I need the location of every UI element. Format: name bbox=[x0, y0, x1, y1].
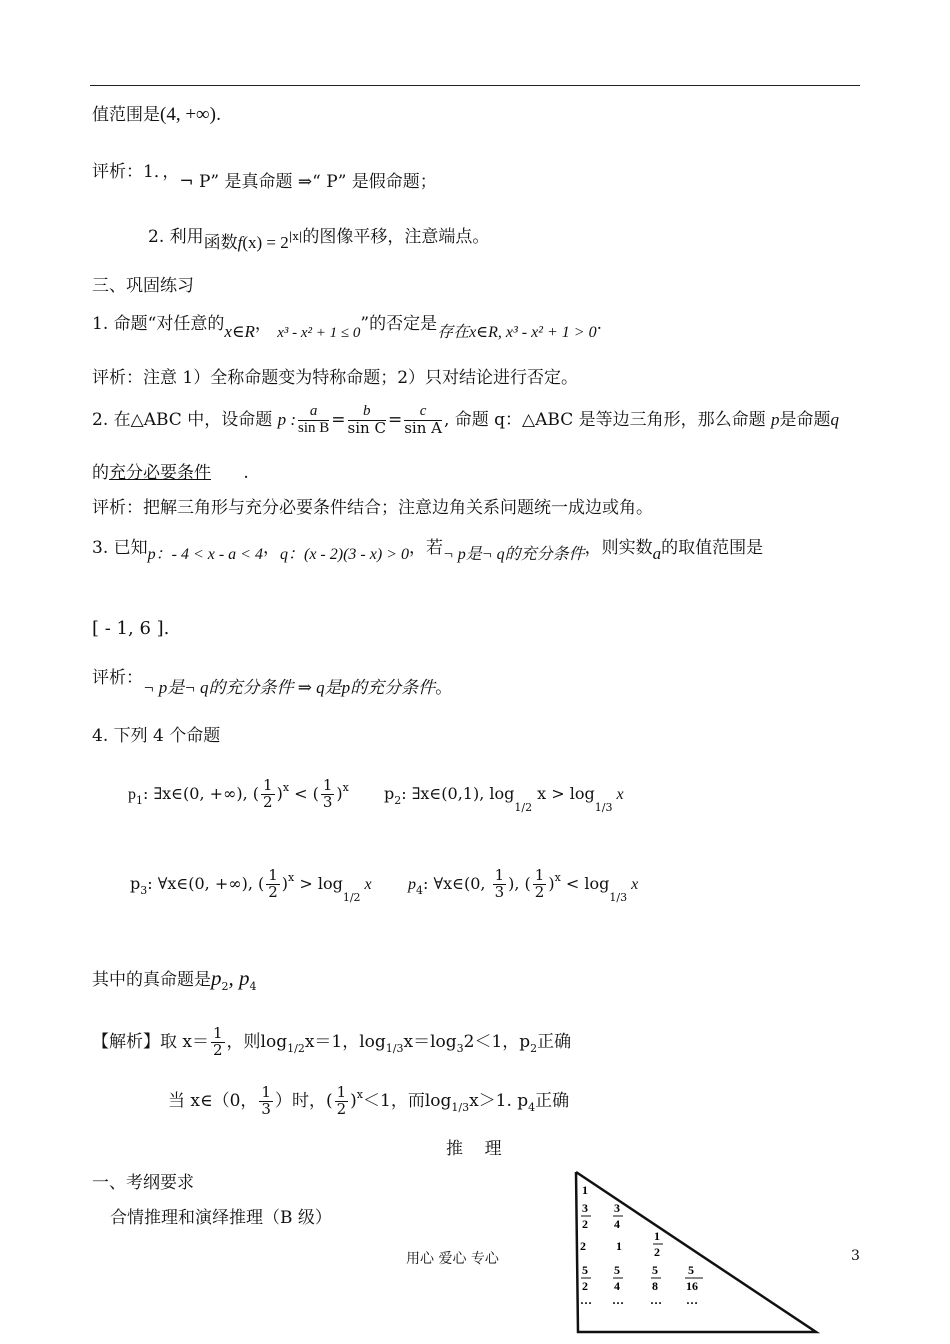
svg-text:2: 2 bbox=[582, 1279, 588, 1293]
analysis-2: 2. 利用函数$f(x) = 2^{|x|}$的图像平移，注意端点。 bbox=[148, 227, 490, 253]
tri-row-3 bbox=[580, 1229, 663, 1259]
footer-motto: 用心 爱心 专心 bbox=[406, 1251, 499, 1267]
question-3-answer: [ - 1, 6 ]. bbox=[92, 618, 170, 639]
svg-text:…: … bbox=[580, 1293, 592, 1307]
svg-text:…: … bbox=[686, 1293, 698, 1307]
range-answer-line: 值范围是(4, +∞). bbox=[92, 104, 222, 125]
tri-cell: 1 bbox=[582, 1183, 588, 1197]
analysis-q1: 评析：注意 1）全称命题变为特称命题；2）只对结论进行否定。 bbox=[92, 368, 579, 388]
analysis-q2: 评析：把解三角形与充分必要条件结合；注意边角关系问题统一成边或角。 bbox=[92, 498, 653, 518]
svg-text:…: … bbox=[650, 1293, 662, 1307]
solution-line-2: 当 x∈（0， $\frac{1}{3}$ ）时，( $\frac{1}{2}$ )$^x$＜1，而$\log_{1/3}x>1$. $p_4$正确 bbox=[168, 1083, 570, 1118]
tri-row-4 bbox=[581, 1263, 703, 1293]
triangle-outline bbox=[576, 1172, 816, 1332]
svg-text:5: 5 bbox=[614, 1263, 620, 1277]
proposition-p1: $p_1$: ∃x∈(0, +∞), ( $\frac{1}{2}$ )$^x$ < ( $\frac{1}{3}$ )$^x$ bbox=[128, 776, 349, 811]
question-2: 2. 在△ABC 中，设命题 p : $\frac{a}{\text{sin B}}$ = $\frac{b}{\text{sin C}}$ = $\frac{c}{\text{sin A}}$ , 命题 q：△ABC 是等边三角形，那么命题 p是命题q bbox=[92, 403, 840, 437]
svg-text:1: 1 bbox=[654, 1229, 660, 1243]
svg-text:4: 4 bbox=[614, 1279, 620, 1293]
svg-text:3: 3 bbox=[582, 1201, 588, 1215]
svg-text:3: 3 bbox=[614, 1201, 620, 1215]
proposition-p3: $p_3$: ∀x∈(0, +∞), ( $\frac{1}{2}$ )$^x > \log_{1/2} x$ bbox=[130, 866, 372, 904]
proposition-p4: $p_4$: ∀x∈(0, $\frac{1}{3}$ ), ( $\frac{1}{2}$ )$^x < \log_{1/3} x$ bbox=[408, 866, 639, 904]
section-heading-practice: 三、巩固练习 bbox=[92, 276, 194, 296]
analysis-1: 评析：1．，¬ P” 是真命题 ⇒“ P” 是假命题； bbox=[92, 162, 437, 192]
proposition-p2: $p_2$: ∃x∈(0,1), $\log_{1/2} x > \log_{1/3} x$ bbox=[384, 784, 624, 814]
tri-row-5 bbox=[580, 1293, 698, 1307]
question-4: 4. 下列 4 个命题 bbox=[92, 726, 221, 746]
svg-text:4: 4 bbox=[614, 1217, 620, 1231]
syllabus-requirement: 合情推理和演绎推理（B 级） bbox=[110, 1208, 332, 1228]
svg-text:2: 2 bbox=[582, 1217, 588, 1231]
svg-text:5: 5 bbox=[688, 1263, 694, 1277]
section-title-reasoning: 推 理 bbox=[446, 1139, 502, 1159]
analysis-q3: 评析：¬ p是¬ q的充分条件 ⇒ q是p的充分条件。 bbox=[92, 668, 453, 698]
tri-row-2 bbox=[581, 1201, 623, 1231]
svg-text:2: 2 bbox=[654, 1245, 660, 1259]
svg-text:8: 8 bbox=[652, 1279, 658, 1293]
svg-text:5: 5 bbox=[582, 1263, 588, 1277]
svg-text:5: 5 bbox=[652, 1263, 658, 1277]
true-propositions: 其中的真命题是$p_2$, $p_4$ bbox=[92, 966, 257, 993]
question-2-answer: 的充分必要条件 . bbox=[92, 463, 249, 483]
solution-line-1: 【解析】取 x＝ $\frac{1}{2}$ ，则$\log_{1/2}x=1$，$\log_{1/3}x=\log_32<1$，$p_2$正确 bbox=[92, 1024, 572, 1059]
page-number: 3 bbox=[851, 1248, 860, 1264]
svg-text:1: 1 bbox=[616, 1239, 622, 1253]
question-1: 1. 命题“对任意的x∈R， x³ - x² + 1 ≤ 0”的否定是存在x∈R, x³ - x² + 1 > 0. bbox=[92, 314, 602, 341]
heading-syllabus: 一、考纲要求 bbox=[92, 1173, 194, 1193]
question-3: 3. 已知p：- 4 < x - a < 4，q：(x - 2)(3 - x) > 0，若¬ p是¬ q的充分条件，则实数a的取值范围是 bbox=[92, 538, 764, 563]
header-rule bbox=[90, 85, 860, 86]
svg-text:16: 16 bbox=[686, 1279, 698, 1293]
svg-text:…: … bbox=[612, 1293, 624, 1307]
svg-text:2: 2 bbox=[580, 1239, 586, 1253]
number-triangle-figure bbox=[570, 1168, 820, 1338]
